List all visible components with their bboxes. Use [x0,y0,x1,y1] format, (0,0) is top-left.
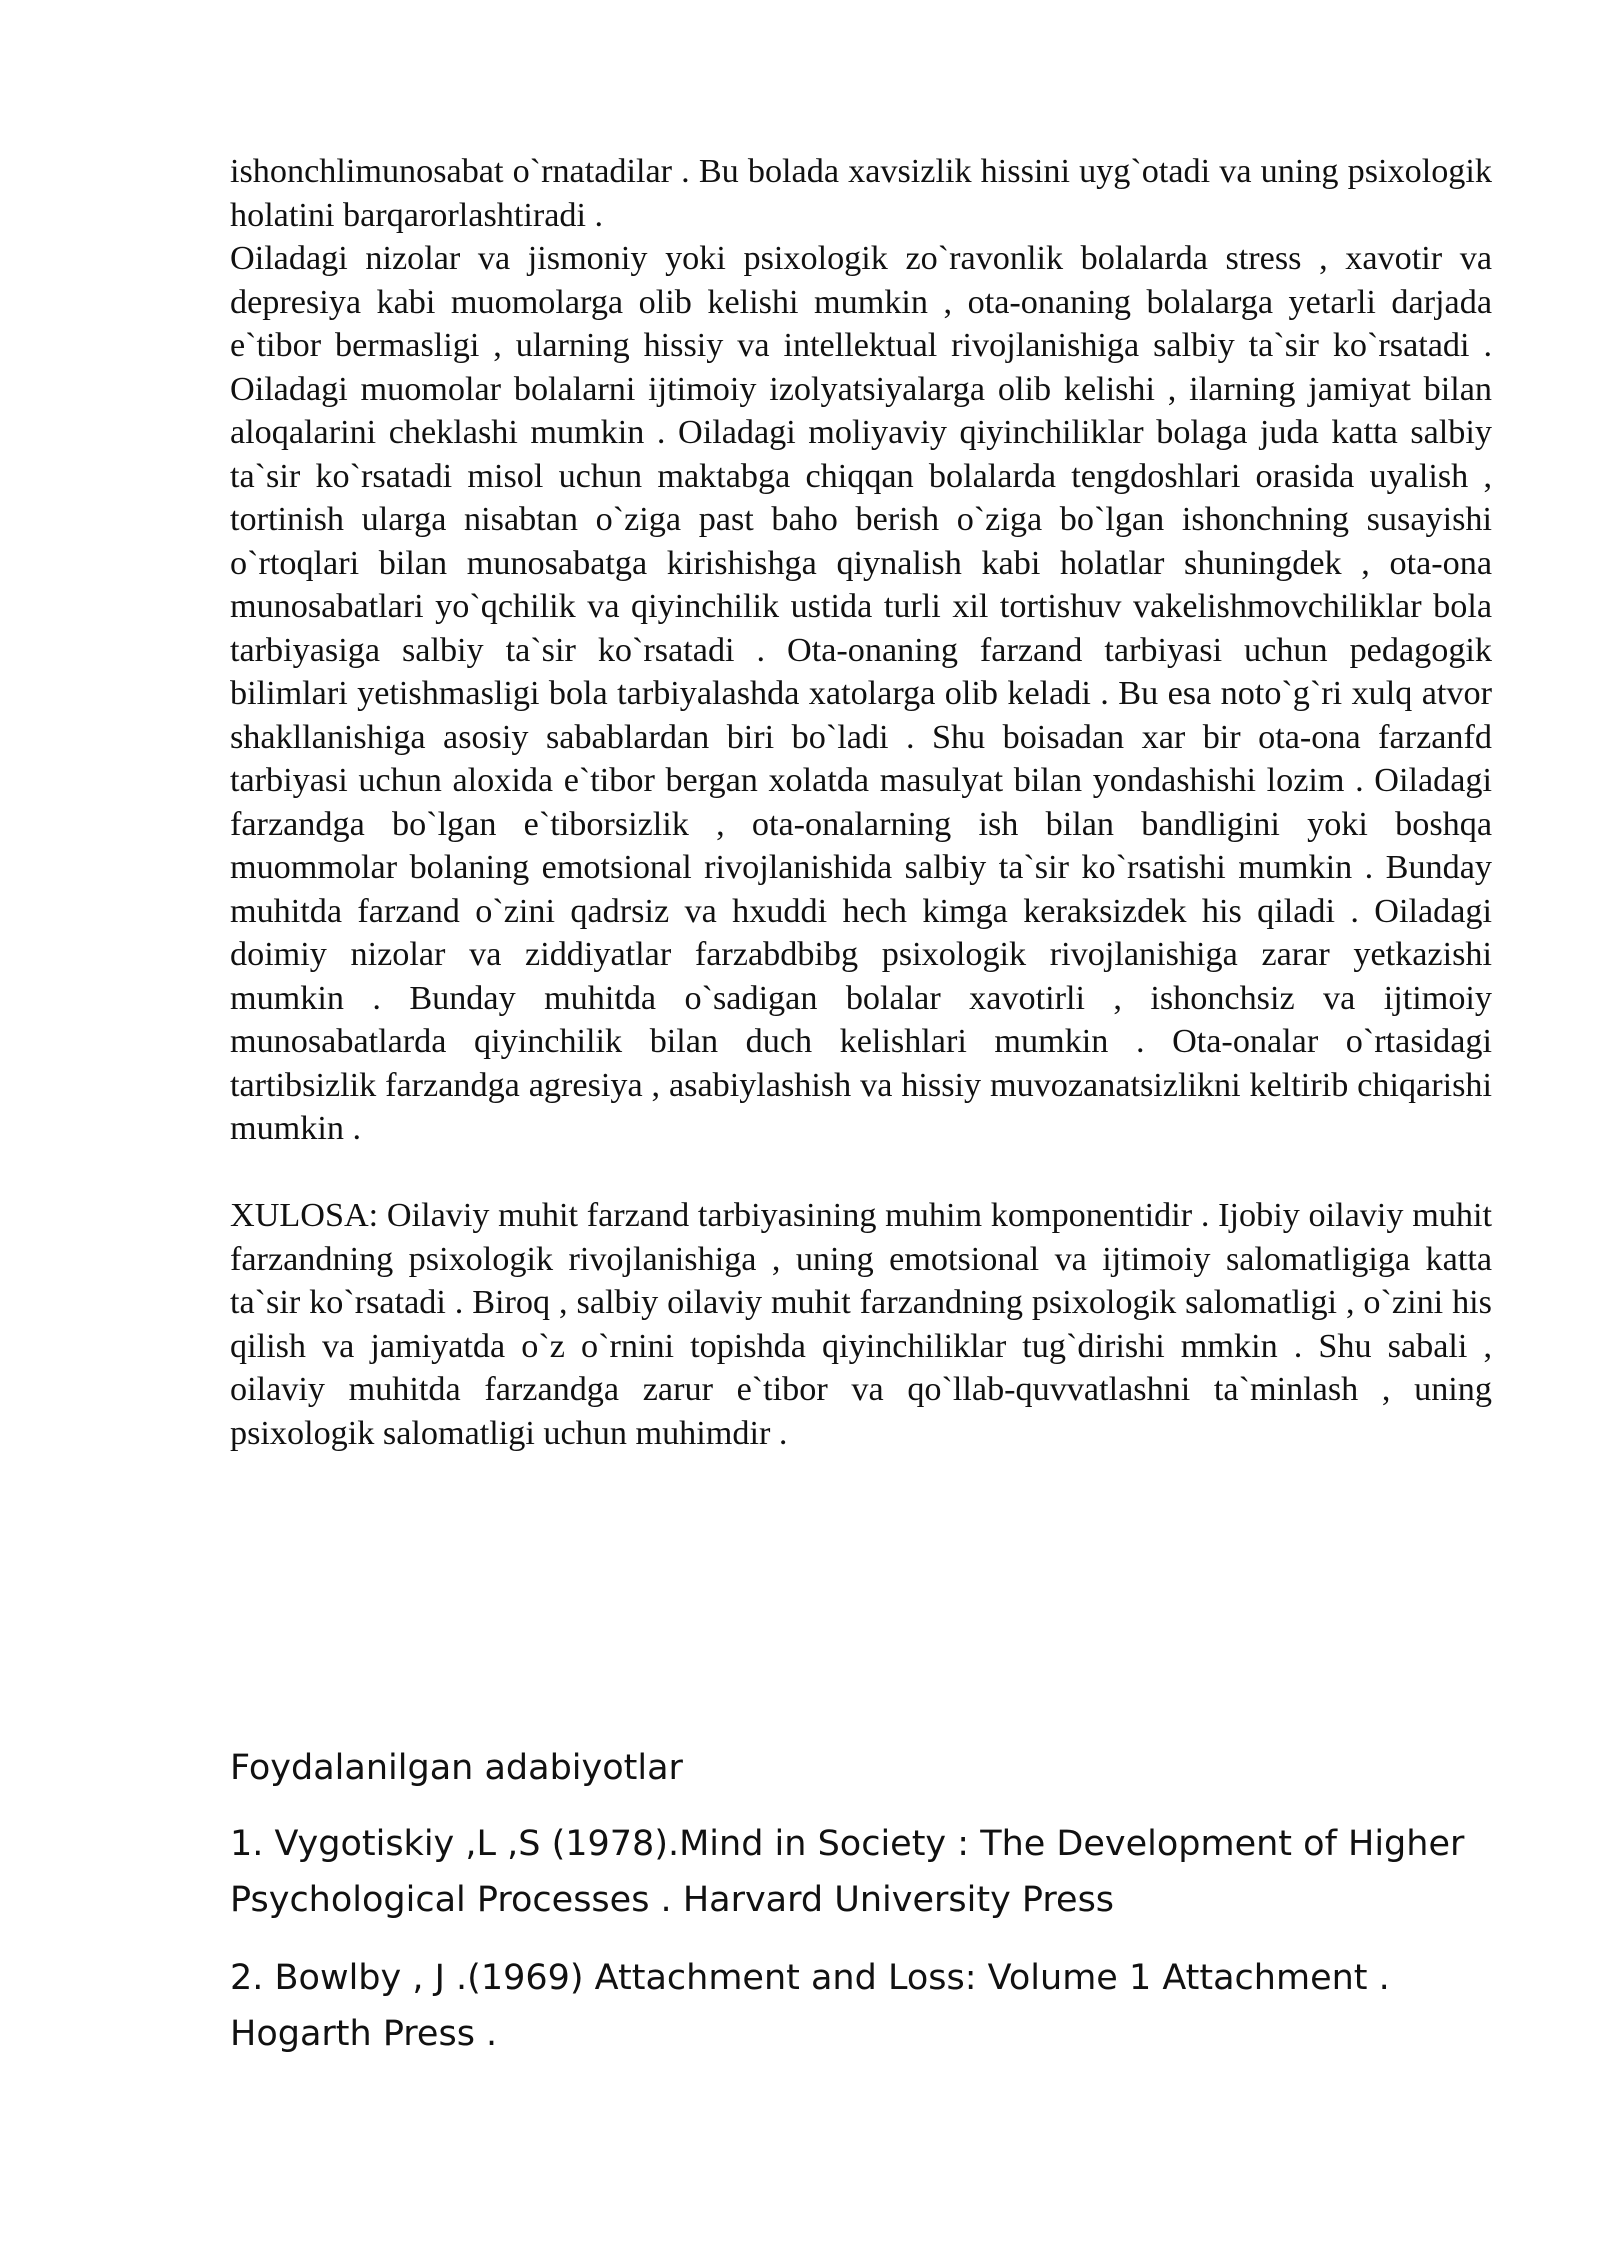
references-section [230,1740,1492,2084]
paragraph-spacer [230,1151,1492,1195]
document-body [230,150,1492,1455]
reference-item: 1. Vygotiskiy ,L ,S (1978).Mind in Society : The Development of Higher Psychological Processes . Harvard University Press [230,1824,1465,1920]
paragraph-intro: ishonchlimunosabat o`rnatadilar . Bu bolada xavsizlik hissini uyg`otadi va uning psixologik holatini barqarorlashtiradi . [230,153,1492,234]
references-heading: Foydalanilgan adabiyotlar [230,1748,683,1788]
paragraph-conclusion: XULOSA: Oilaviy muhit farzand tarbiyasining muhim komponentidir . Ijobiy oilaviy muhit farzandning psixologik rivojlanishiga , uning emotsional va ijtimoiy salomatligiga katta ta`sir ko`rsatadi . Biroq , salbiy oilaviy muhit farzandning psixologik salomatligi , o`zini his qilish va jamiyatda o`z o`rnini topishda qiyinchiliklar tug`dirishi mmkin . Shu sabali , oilaviy muhitda farzandga zarur e`tibor va qo`llab-quvvatlashni ta`minlash , uning psixologik salomatligi uchun muhimdir . [230,1197,1492,1452]
reference-item: 2. Bowlby , J .(1969) Attachment and Loss: Volume 1 Attachment . Hogarth Press . [230,1958,1390,2054]
paragraph-family-problems: Oiladagi nizolar va jismoniy yoki psixologik zo`ravonlik bolalarda stress , xavotir va depresiya kabi muomolarga olib kelishi mumkin , ota-onaning bolalarga yetarli darjada e`tibor bermasligi , ularning hissiy va intellektual rivojlanishiga salbiy ta`sir ko`rsatadi . Oiladagi muomolar bolalarni ijtimoiy izolyatsiyalarga olib kelishi , ilarning jamiyat bilan aloqalarini cheklashi mumkin . Oiladagi moliyaviy qiyinchiliklar bolaga juda katta salbiy ta`sir ko`rsatadi misol uchun maktabga chiqqan bolalarda tengdoshlari orasida uyalish , tortinish ularga nisabtan o`ziga past baho berish o`ziga bo`lgan ishonchning susayishi o`rtoqlari bilan munosabatga kirishishga qiynalish kabi holatlar shuningdek , ota-ona munosabatlari yo`qchilik va qiyinchilik ustida turli xil tortishuv vakelishmovchiliklar bola tarbiyasiga salbiy ta`sir ko`rsatadi . Ota-onaning farzand tarbiyasi uchun pedagogik bilimlari yetishmasligi bola tarbiyalashda xatolarga olib keladi . Bu esa noto`g`ri xulq atvor shakllanishiga asosiy sabablardan biri bo`ladi . Shu boisadan xar bir ota-ona farzanfd tarbiyasi uchun aloxida e`tibor bergan xolatda masulyat bilan yondashishi lozim . Oiladagi farzandga bo`lgan e`tiborsizlik , ota-onalarning ish bilan bandligini yoki boshqa muommolar bolaning emotsional rivojlanishida salbiy ta`sir ko`rsatishi mumkin . Bunday muhitda farzand o`zini qadrsiz va hxuddi hech kimga keraksizdek his qiladi . Oiladagi doimiy nizolar va ziddiyatlar farzabdbibg psixologik rivojlanishiga zarar yetkazishi mumkin . Bunday muhitda o`sadigan bolalar xavotirli , ishonchsiz va ijtimoiy munosabatlarda qiyinchilik bilan duch kelishlari mumkin . Ota-onalar o`rtasidagi tartibsizlik farzandga agresiya , asabiylashish va hissiy muvozanatsizlikni keltirib chiqarishi mumkin . [230,240,1492,1147]
